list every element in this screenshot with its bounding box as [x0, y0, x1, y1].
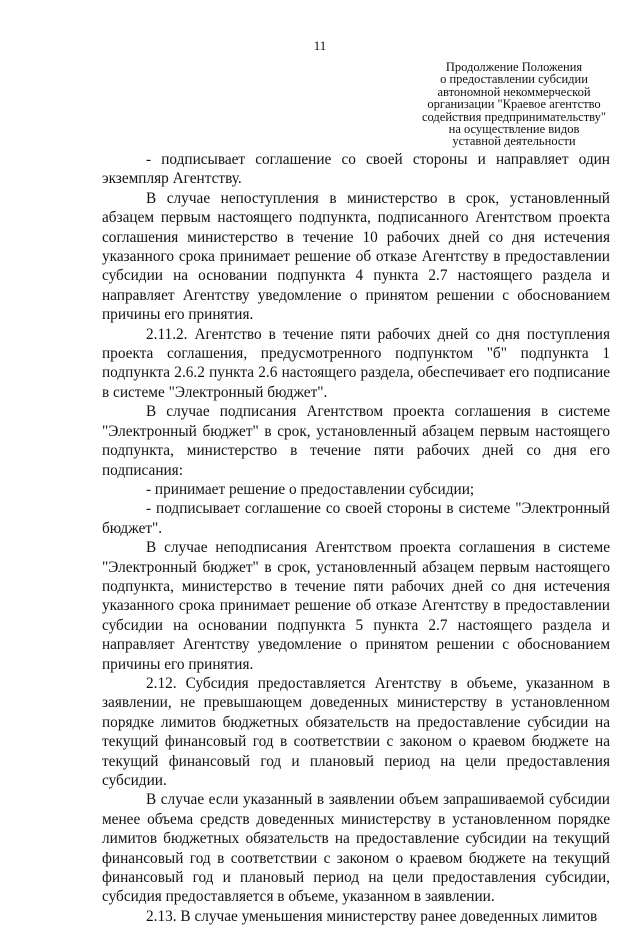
paragraph: 2.13. В случае уменьшения министерству ранее доведенных лимитов	[146, 907, 598, 925]
paragraph: - принимает решение о предоставлении субсидии;	[146, 480, 475, 498]
header-line: Продолжение Положения	[445, 60, 583, 74]
paragraph: 2.12. Субсидия предоставляется Агентству в объеме, указанном в заявлении, не превышающем доведенных министерству в установленном порядке лимитов бюджетных обязательств на предоставление субсидии на текущий финансовый год в соответствии с законом о краевом бюджете на текущий финансовый год и плановый период на цели предоставления субсидии.	[102, 674, 610, 789]
paragraph: В случае непоступления в министерство в срок, установленный абзацем первым настоящего подпункта, подписанного Агентством проекта соглашения министерство в течение 10 рабочих дней со дня истечения указанного срока принимает решение об отказе Агентству в предоставлении субсидии на основании подпункта 4 пункта 2.7 настоящего раздела и направляет Агентству уведомление о принятом решении с обоснованием причины его принятия.	[102, 189, 610, 324]
document-body	[102, 150, 610, 926]
paragraph: 2.11.2. Агентство в течение пяти рабочих дней со дня поступления проекта соглашения, предусмотренного подпунктом "б" подпункта 1 подпункта 2.6.2 пункта 2.6 настоящего раздела, обеспечивает его подписание в системе "Электронный бюджет".	[102, 325, 610, 401]
paragraph: - подписывает соглашение со своей стороны в системе "Электронный бюджет".	[102, 500, 610, 537]
paragraph: В случае неподписания Агентством проекта соглашения в системе "Электронный бюджет" в срок, установленный абзацем первым настоящего подпункта, министерство в течение пяти рабочих дней со дня истечения указанного срока принимает решение об отказе Агентству в предоставлении субсидии на основании подпункта 5 пункта 2.7 настоящего раздела и направляет Агентству уведомление о принятом решении с обоснованием причины его принятия.	[102, 539, 610, 673]
header-line: содействия предпринимательству"	[421, 109, 607, 124]
header-line: организации "Краевое агентство	[427, 97, 601, 112]
header-line: автономной некоммерческой	[437, 84, 591, 99]
page-number: 11	[313, 38, 327, 53]
paragraph: В случае подписания Агентством проекта соглашения в системе "Электронный бюджет" в срок, установленный абзацем первым настоящего подпункта, министерство в течение пяти рабочих дней со дня его подписания:	[102, 403, 610, 479]
header-line: уставной деятельности	[452, 134, 576, 149]
header-line: о предоставлении субсидии	[440, 72, 588, 87]
header-line: на осуществление видов	[448, 122, 580, 137]
paragraph: В случае если указанный в заявлении объем запрашиваемой субсидии менее объема средств доведенных министерству в установленном порядке лимитов бюджетных обязательств на предоставление субсидии на текущий финансовый год в соответствии с законом о краевом бюджете на текущий финансовый год и плановый период на цели предоставления субсидии, субсидия предоставляется в объеме, указанном в заявлении.	[102, 791, 610, 906]
paragraph: - подписывает соглашение со своей стороны и направляет один экземпляр Агентству.	[102, 151, 610, 188]
document-header	[400, 61, 628, 148]
